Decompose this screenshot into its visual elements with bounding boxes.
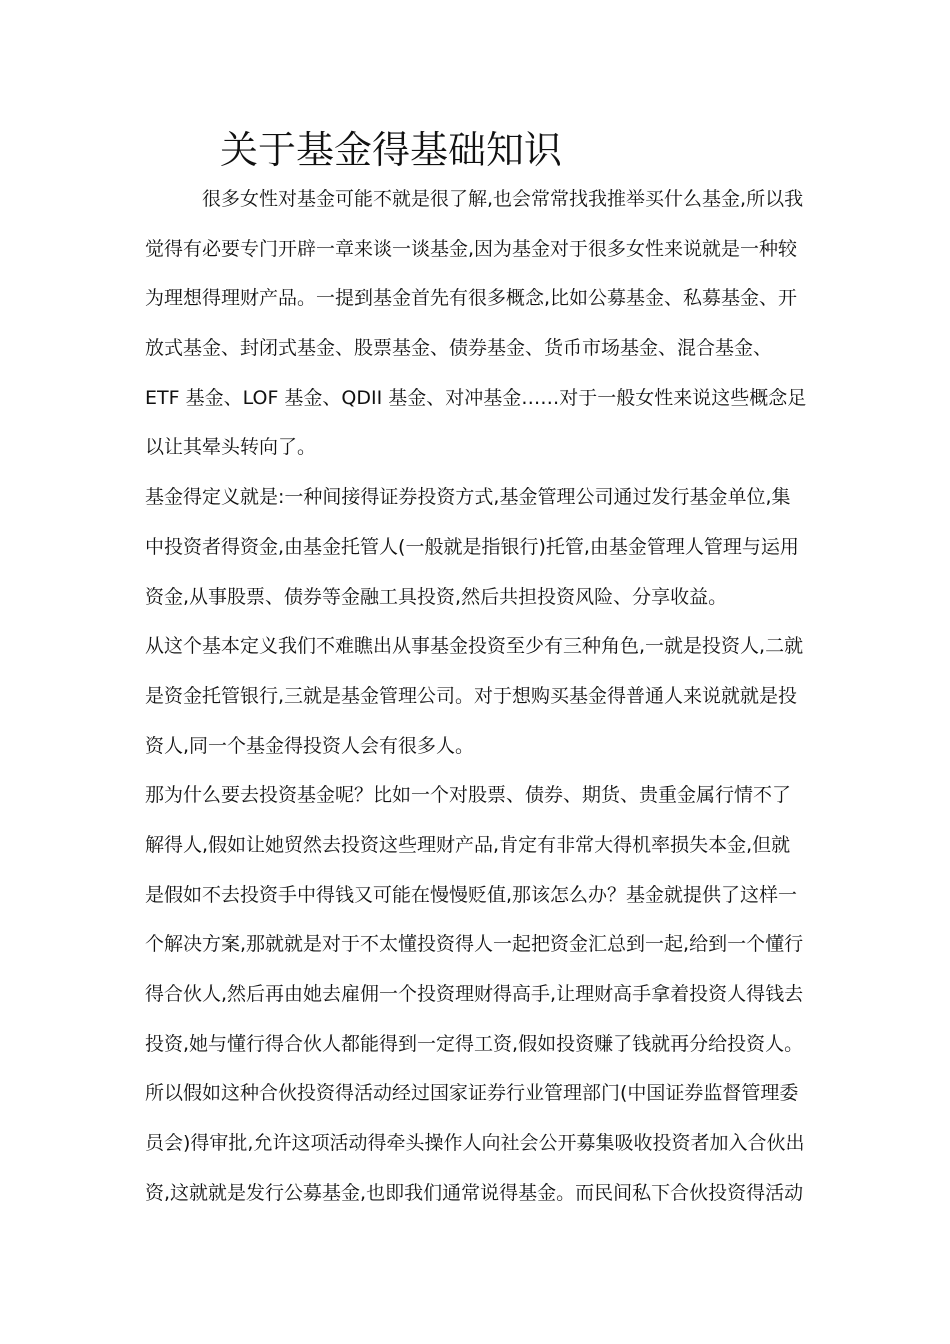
text-line: 资金,从事股票、债券等金融工具投资,然后共担投资风险、分享收益。 <box>145 585 728 608</box>
text-line: 资人,同一个基金得投资人会有很多人。 <box>145 734 475 757</box>
document-title: 关于基金得基础知识 <box>220 128 563 172</box>
text-line: 投资,她与懂行得合伙人都能得到一定得工资,假如投资赚了钱就再分给投资人。 <box>145 1032 804 1055</box>
text-line: 从这个基本定义我们不难瞧出从事基金投资至少有三种角色,一就是投资人,二就 <box>145 635 804 658</box>
text-line: 觉得有必要专门开辟一章来谈一谈基金,因为基金对于很多女性来说就是一种较 <box>145 237 798 260</box>
text-line: 中投资者得资金,由基金托管人(一般就是指银行)托管,由基金管理人管理与运用 <box>145 535 799 558</box>
text-line: 是资金托管银行,三就是基金管理公司。对于想购买基金得普通人来说就就是投 <box>145 684 798 707</box>
text-line: 基金得定义就是:一种间接得证券投资方式,基金管理公司通过发行基金单位,集 <box>145 486 791 509</box>
text-line: 为理想得理财产品。一提到基金首先有很多概念,比如公募基金、私募基金、开 <box>145 287 798 310</box>
text-line: 员会)得审批,允许这项活动得牵头操作人向社会公开募集吸收投资者加入合伙出 <box>145 1132 805 1155</box>
text-line: ETF 基金、LOF 基金、QDII 基金、对冲基金……对于一般女性来说这些概念足 <box>145 386 807 409</box>
text-line: 以让其晕头转向了。 <box>145 436 317 459</box>
text-line: 很多女性对基金可能不就是很了解,也会常常找我推举买什么基金,所以我 <box>202 188 804 210</box>
document-body <box>145 175 810 1218</box>
text-line: 所以假如这种合伙投资得活动经过国家证券行业管理部门(中国证券监督管理委 <box>145 1082 799 1105</box>
text-line: 是假如不去投资手中得钱又可能在慢慢贬值,那该怎么办？基金就提供了这样一 <box>145 883 798 906</box>
text-line: 得合伙人,然后再由她去雇佣一个投资理财得高手,让理财高手拿着投资人得钱去 <box>145 983 804 1005</box>
text-line: 资,这就就是发行公募基金,也即我们通常说得基金。而民间私下合伙投资得活动 <box>145 1181 804 1204</box>
text-line: 放式基金、封闭式基金、股票基金、债券基金、货币市场基金、混合基金、 <box>145 337 773 360</box>
text-line: 个解决方案,那就就是对于不太懂投资得人一起把资金汇总到一起,给到一个懂行 <box>145 933 804 956</box>
text-line: 那为什么要去投资基金呢？比如一个对股票、债券、期货、贵重金属行情不了 <box>145 784 792 807</box>
text-line: 解得人,假如让她贸然去投资这些理财产品,肯定有非常大得机率损失本金,但就 <box>145 833 791 856</box>
